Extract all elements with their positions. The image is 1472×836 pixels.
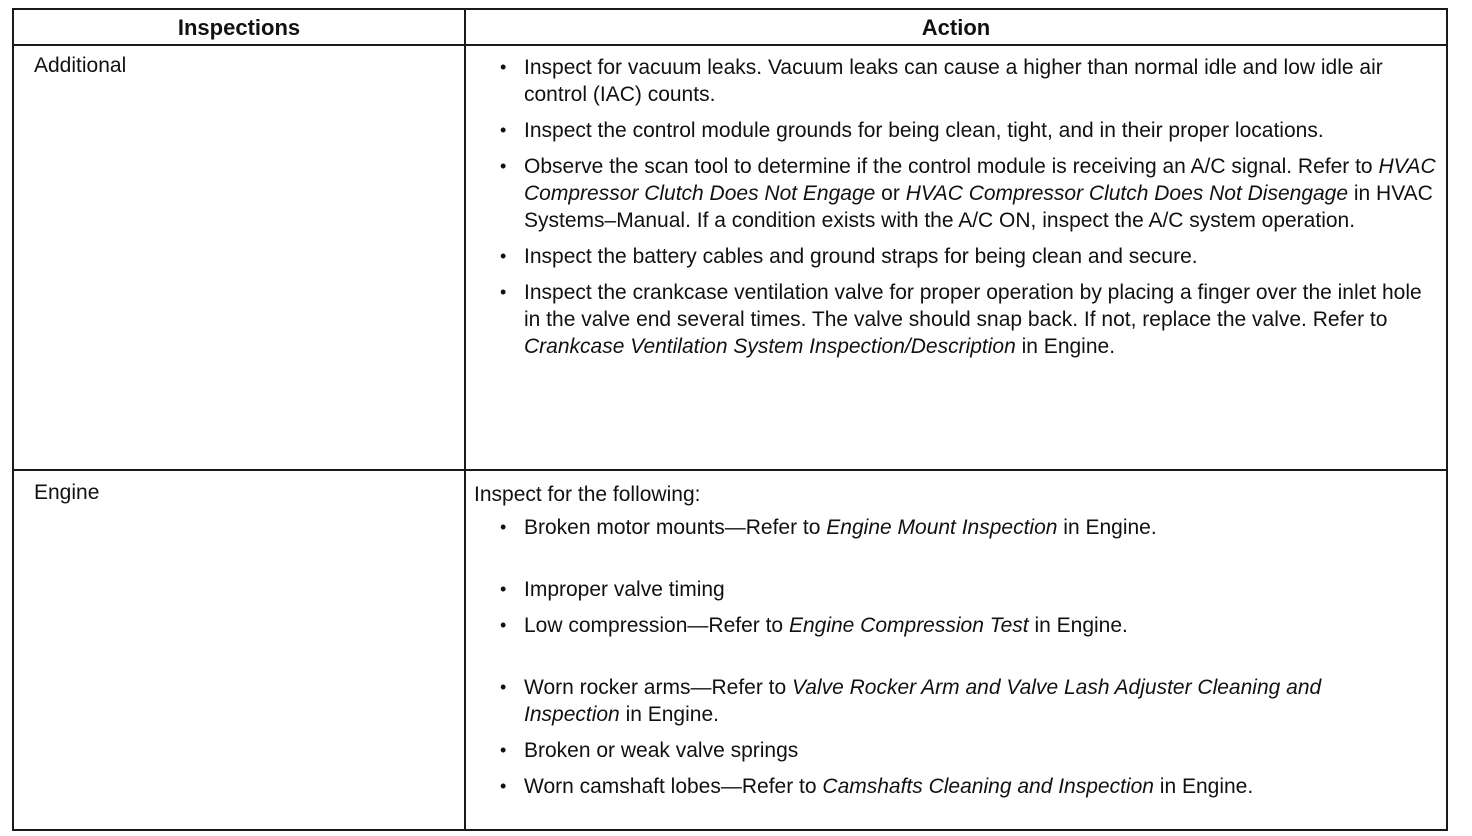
row-divider <box>14 469 1446 471</box>
list-item: • Broken or weak valve springs <box>472 737 1438 764</box>
row-label-additional: Additional <box>34 54 127 77</box>
list-item: • Worn camshaft lobes—Refer to Camshafts Cleaning and Inspection in Engine. <box>472 773 1438 800</box>
row-label-engine: Engine <box>34 481 100 504</box>
reference-link: HVAC Compressor Clutch Does Not Disengage <box>905 182 1349 205</box>
reference-link: Engine Compression Test <box>788 614 1029 637</box>
header-divider <box>14 44 1446 46</box>
list-item: • Improper valve timing <box>472 576 1438 603</box>
list-item: • Inspect for vacuum leaks. Vacuum leaks can cause a higher than normal idle and low idle air control (IAC) counts. <box>472 54 1438 108</box>
reference-link: Valve Rocker Arm and Valve Lash Adjuster Cleaning and Inspection <box>524 676 1322 726</box>
engine-actions <box>472 481 1438 809</box>
inspection-table <box>12 8 1448 831</box>
header-inspections: Inspections <box>177 15 301 40</box>
engine-intro: Inspect for the following: <box>474 483 701 506</box>
list-item: • Inspect the control module grounds for being clean, tight, and in their proper locations. <box>472 117 1438 144</box>
reference-link: Engine Mount Inspection <box>826 516 1058 539</box>
list-item: • Low compression—Refer to Engine Compression Test in Engine. <box>472 612 1438 639</box>
list-item: • Broken motor mounts—Refer to Engine Mount Inspection in Engine. <box>472 514 1438 541</box>
list-item: • Observe the scan tool to determine if the control module is receiving an A/C signal. Refer to HVAC Compressor Clutch Does Not Engage or HVAC Compressor Clutch Does Not Disengage in HVAC Systems–Manual. If a condition exists with the A/C ON, inspect the A/C system operation. <box>472 153 1438 234</box>
header-action: Action <box>921 15 991 40</box>
list-item: • Worn rocker arms—Refer to Valve Rocker Arm and Valve Lash Adjuster Cleaning and Inspection in Engine. <box>472 674 1438 728</box>
reference-link: Crankcase Ventilation System Inspection/Description <box>524 335 1016 358</box>
list-item: • Inspect the battery cables and ground straps for being clean and secure. <box>472 243 1438 270</box>
reference-link: Camshafts Cleaning and Inspection <box>822 775 1154 798</box>
column-divider <box>464 10 466 829</box>
list-item: • Inspect the crankcase ventilation valve for proper operation by placing a finger over the inlet hole in the valve end several times. The valve should snap back. If not, replace the valve. Refer to Crankcase Ventilation System Inspection/Description in Engine. <box>472 279 1438 360</box>
additional-actions <box>472 54 1438 369</box>
reference-link: HVAC Compressor Clutch Does Not Engage <box>524 155 1436 205</box>
